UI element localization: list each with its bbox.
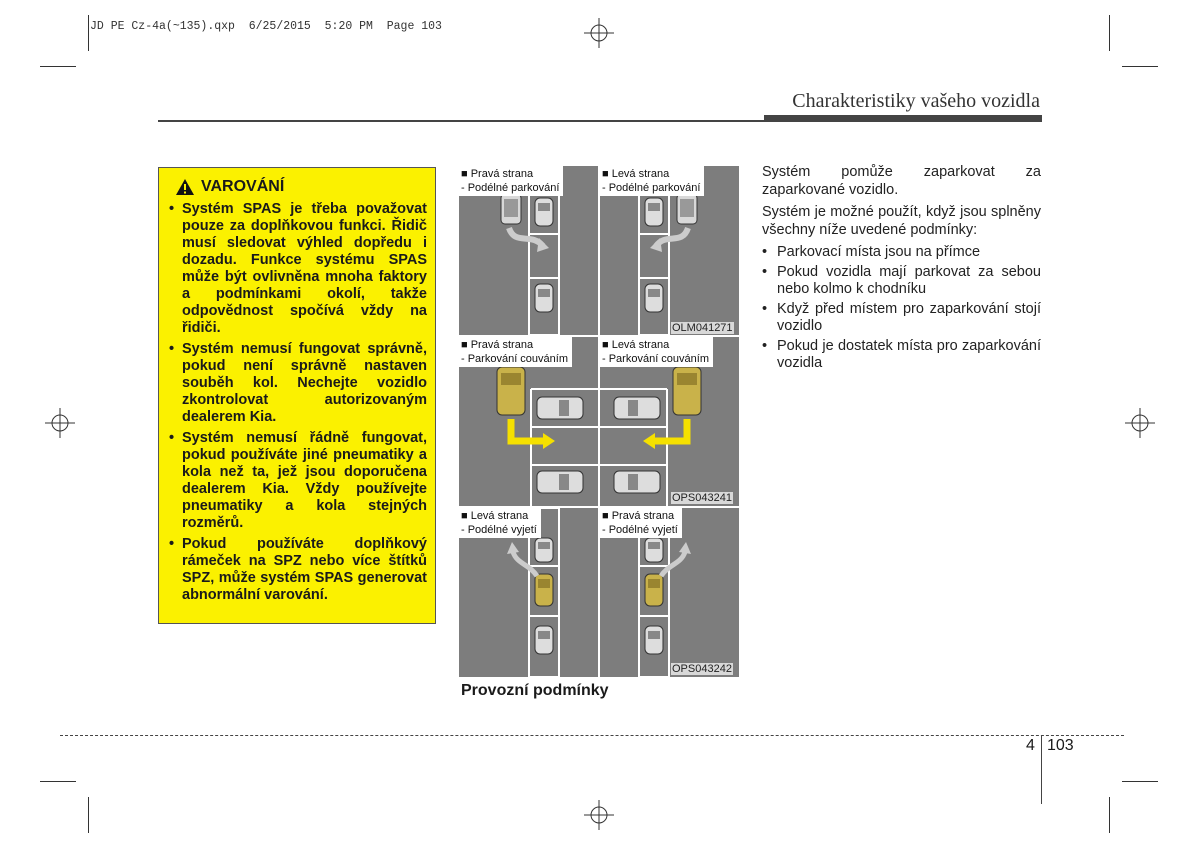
warning-header <box>175 178 427 196</box>
figure-panel-left-parallel <box>600 166 739 335</box>
crop-mark <box>1109 15 1110 51</box>
warning-item: • Systém nemusí řádně fungovat, pokud používáte jiné pneumatiky a kola než ta, jež jsou doporučena dealerem Kia. Vždy používejte pneumatiky a kola stejných rozměrů. <box>169 430 427 532</box>
condition-item: • Pokud vozidla mají parkovat za sebou nebo kolmo k chodníku <box>762 264 1041 299</box>
paragraph: Systém pomůže zaparkovat za zaparkované vozidlo. <box>762 164 1041 198</box>
figure-caption: Provozní podmínky <box>461 682 609 699</box>
crop-mark <box>1122 66 1158 67</box>
header-rule-thick <box>764 115 1042 122</box>
figure-panel-left-perpendicular <box>600 337 739 506</box>
registration-mark-icon <box>45 408 75 438</box>
warning-item: • Pokud používáte doplňkový rámeček na SPZ nebo více štítků SPZ, může systém SPAS generovat abnormální varování. <box>169 536 427 604</box>
figure-panel-right-exit <box>600 508 739 677</box>
footer-dashed-rule <box>60 735 1124 736</box>
crop-mark <box>1109 797 1110 833</box>
figure-code: OLM041271 <box>672 322 733 334</box>
panel-label: ■ Levá strana - Parkování couváním <box>600 337 713 367</box>
header-rule <box>158 120 764 122</box>
crop-mark <box>40 781 76 782</box>
crop-mark <box>40 66 76 67</box>
condition-item: • Pokud je dostatek místa pro zaparkování vozidla <box>762 338 1041 373</box>
section-title: Charakteristiky vašeho vozidla <box>792 90 1040 112</box>
warning-list <box>169 201 427 604</box>
panel-label: ■ Levá strana - Podélné vyjetí <box>459 508 541 538</box>
figure-panel-right-parallel <box>459 166 598 335</box>
conditions-list <box>762 244 1041 373</box>
page-number: 103 <box>1047 737 1074 754</box>
panel-label: ■ Pravá strana - Podélné vyjetí <box>600 508 682 538</box>
warning-title: VAROVÁNÍ <box>201 178 285 195</box>
crop-mark <box>1122 781 1158 782</box>
page-number-divider <box>1041 736 1042 804</box>
panel-label: ■ Pravá strana - Parkování couváním <box>459 337 572 367</box>
paragraph: Systém je možné použít, když jsou splněny všechny níže uvedené podmínky: <box>762 204 1041 238</box>
registration-mark-icon <box>584 18 614 48</box>
warning-box <box>158 167 436 624</box>
panel-label: ■ Pravá strana - Podélné parkování <box>459 166 563 196</box>
crop-mark <box>88 797 89 833</box>
warning-item: • Systém SPAS je třeba považovat pouze za doplňkovou funkci. Řidič musí sledovat výhled dopředu i dozadu. Funkce systému SPAS může být ovlivněna mnoha faktory a podmínkami okolí, takže odpovědnost spočívá vždy na řidiči. <box>169 201 427 337</box>
body-text <box>762 164 1041 375</box>
figure-code: OPS043241 <box>672 492 732 504</box>
registration-mark-icon <box>1125 408 1155 438</box>
figure-code: OPS043242 <box>672 663 732 675</box>
figure-panel-left-exit <box>459 508 598 677</box>
figure-panel-right-perpendicular <box>459 337 598 506</box>
condition-item: • Parkovací místa jsou na přímce <box>762 244 1041 262</box>
condition-item: • Když před místem pro zaparkování stojí vozidlo <box>762 301 1041 336</box>
crop-mark <box>88 15 89 51</box>
panel-label: ■ Levá strana - Podélné parkování <box>600 166 704 196</box>
print-slug: JD PE Cz-4a(~135).qxp 6/25/2015 5:20 PM Page 103 <box>90 20 442 33</box>
warning-item: • Systém nemusí fungovat správně, pokud není správně nastaven souběh kol. Nechejte vozidlo zkontrolovat autorizovaným dealerem Kia. <box>169 341 427 426</box>
chapter-number: 4 <box>1026 737 1035 754</box>
parking-figure <box>459 166 739 677</box>
registration-mark-icon <box>584 800 614 830</box>
warning-triangle-icon <box>175 178 195 196</box>
